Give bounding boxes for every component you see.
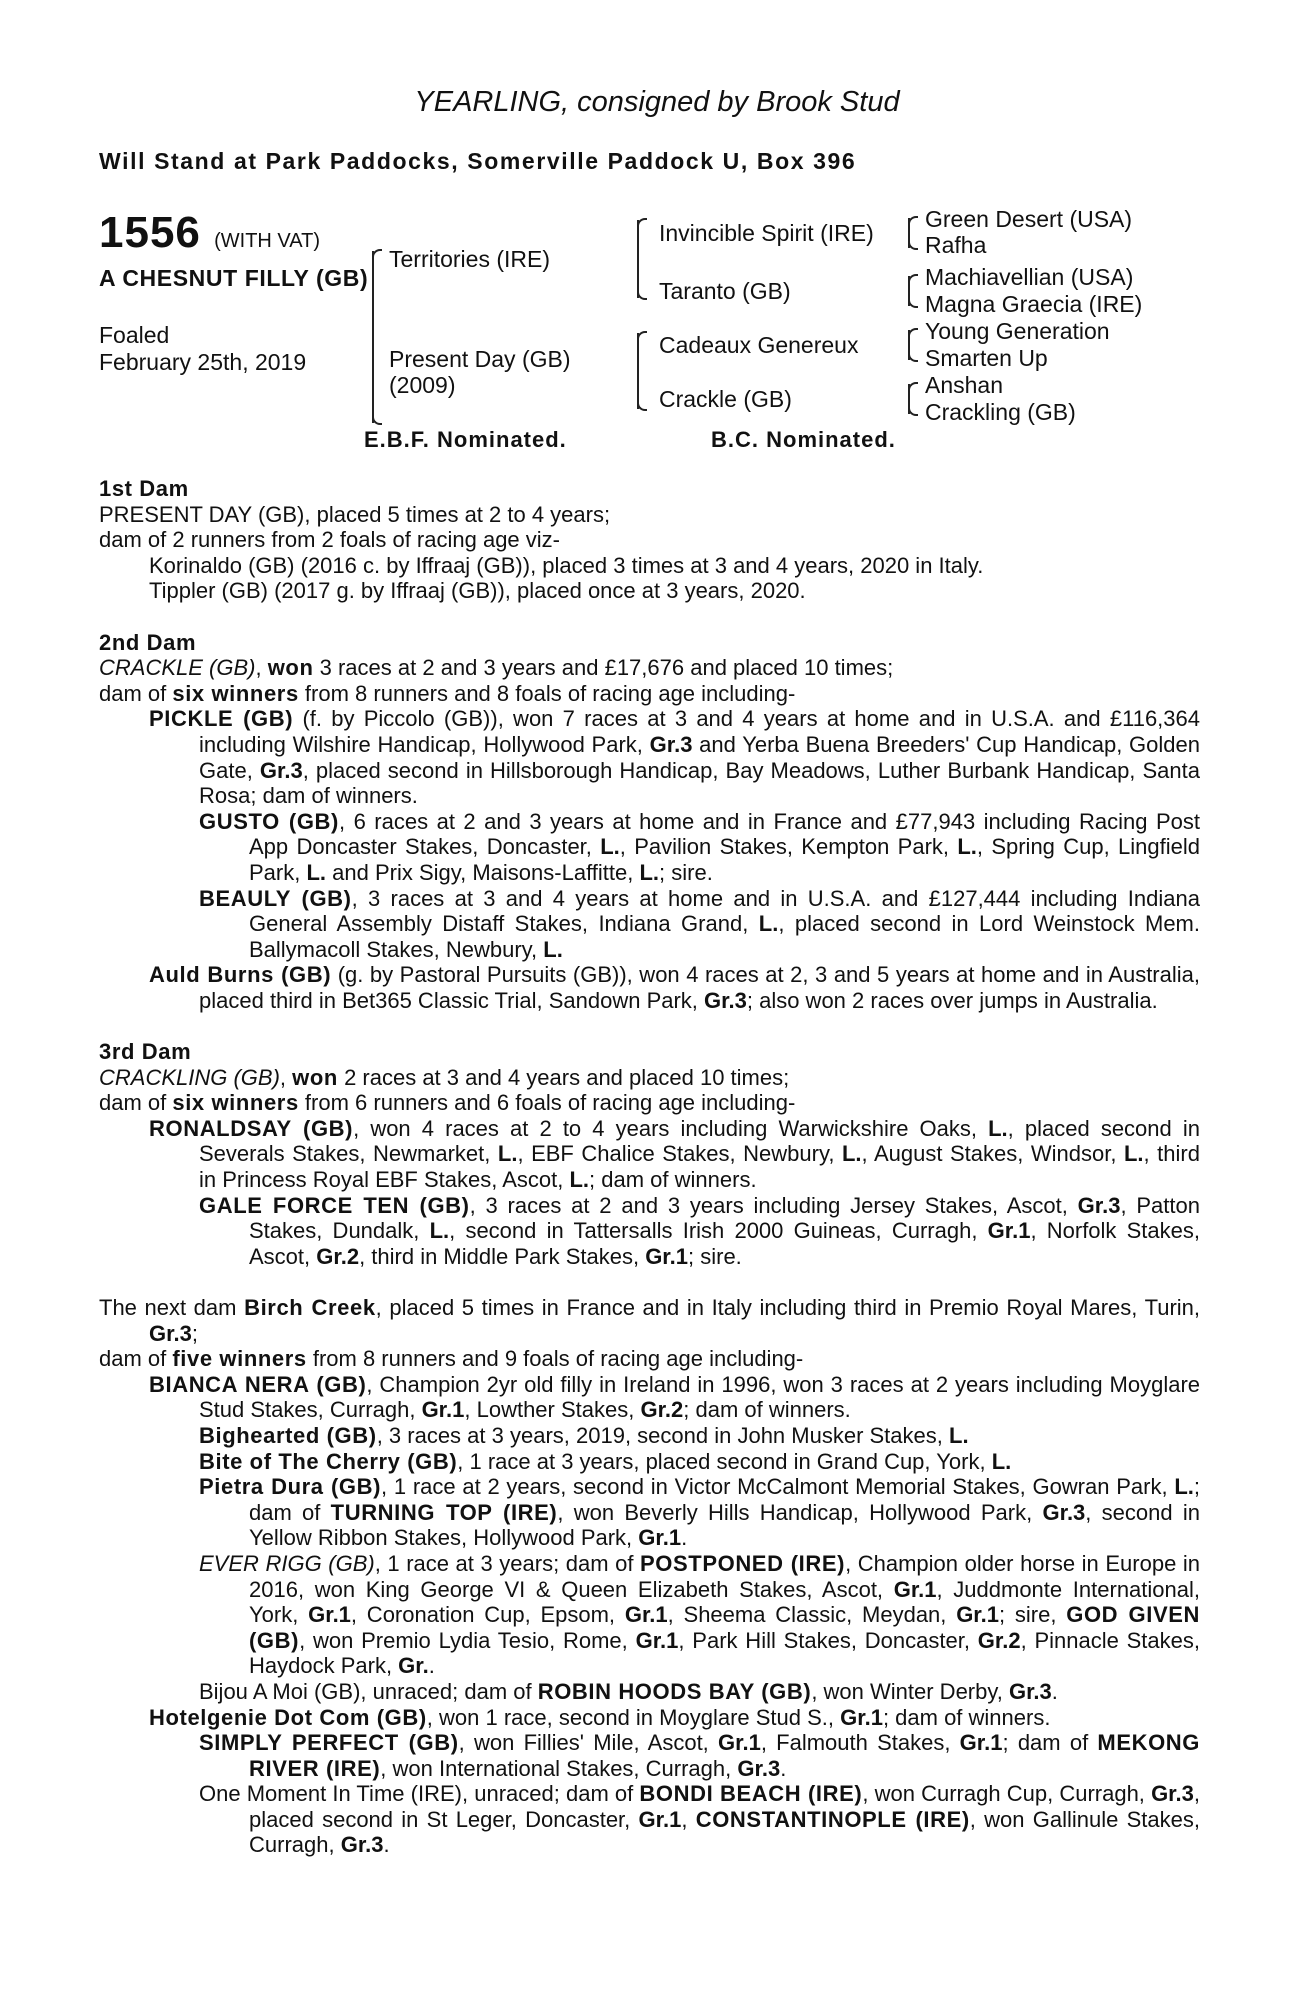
race-grade: L.: [497, 1141, 518, 1167]
pedigree-brace: [908, 384, 910, 414]
pedigree-entry: [99, 1679, 1200, 1705]
race-grade: Gr.1: [645, 1243, 688, 1269]
horse-name: six winners: [172, 1090, 299, 1116]
page-title: YEARLING, consigned by Brook Stud: [414, 86, 900, 118]
race-grade: Gr.3: [340, 1832, 384, 1858]
dam-name: CRACKLING (GB): [99, 1064, 280, 1090]
horse-name: PICKLE (GB): [149, 706, 294, 732]
entry-text: , placed 5 times in France and in Italy including third in Premio Royal Mares, Turin,: [375, 1295, 1201, 1320]
race-grade: Gr.1: [959, 1730, 1003, 1756]
horse-description: A CHESNUT FILLY (GB): [99, 265, 369, 291]
race-grade: L.: [639, 859, 660, 885]
entry-text: PRESENT DAY (GB), placed 5 times at 2 to 4 years;: [99, 501, 611, 527]
entry-text: Bijou A Moi (GB), unraced; dam of: [199, 1678, 538, 1704]
entry-text: from 8 runners and 9 foals of racing age including-: [306, 1346, 804, 1372]
dam-section: [99, 630, 1200, 1014]
entry-text: ; sire.: [659, 859, 713, 885]
section-gap: [99, 1269, 1200, 1295]
race-grade: Gr.1: [956, 1602, 999, 1628]
entry-text: , Park Hill Stakes, Doncaster,: [678, 1627, 978, 1653]
entry-text: .: [428, 1653, 435, 1679]
entry-text: ; dam of winners.: [683, 1397, 851, 1423]
horse-name: five winners: [172, 1346, 307, 1372]
entry-text: , won International Stakes, Curragh,: [380, 1755, 738, 1781]
entry-text: , 3 races at 3 years, 2019, second in John Musker Stakes,: [376, 1422, 949, 1448]
dam-section: [99, 1295, 1200, 1858]
entry-text: (f. by Piccolo (GB)), won 7 races at 3 and 4 years at home and in U.S.A. and £116,364 including Wilshire Handicap, Hollywood Park,: [199, 706, 1200, 757]
pedigree-entry: [99, 1449, 1200, 1475]
entry-text: , Champion older horse in Europe in 2016, won King George VI & Queen Elizabeth Stakes, Ascot,: [249, 1550, 1200, 1602]
pedigree-dam-sire: Cadeaux Genereux: [659, 332, 859, 358]
pedigree-entry: [99, 1090, 1200, 1116]
pedigree-ggd: Smarten Up: [925, 345, 1048, 371]
lot-number-value: 1556: [99, 208, 201, 257]
horse-name: six winners: [172, 680, 299, 706]
entry-text: Tippler (GB) (2017 g. by Iffraaj (GB)), placed once at 3 years, 2020.: [149, 578, 806, 604]
section-heading: 2nd Dam: [99, 629, 197, 655]
horse-name: CONSTANTINOPLE (IRE): [695, 1806, 970, 1832]
pedigree-entry: [99, 809, 1200, 886]
race-grade: Gr.3: [1151, 1781, 1194, 1807]
entry-text: , 1 race at 3 years, placed second in Grand Cup, York,: [457, 1448, 992, 1474]
entry-text: .: [383, 1832, 390, 1858]
entry-text: , won Gallinule Stakes, Curragh,: [249, 1806, 1201, 1858]
section-gap: [99, 604, 1200, 630]
horse-name: MEKONG RIVER (IRE): [249, 1730, 1201, 1781]
race-grade: Gr.3: [1077, 1192, 1121, 1218]
entry-text: Korinaldo (GB) (2016 c. by Iffraaj (GB)), placed 3 times at 3 and 4 years, 2020 in Italy.: [149, 552, 984, 578]
entry-text: ;: [191, 1320, 198, 1346]
pedigree-entry: [99, 502, 1200, 528]
race-grade: Gr.1: [638, 1525, 682, 1551]
lot-number: [99, 208, 320, 258]
race-grade: L.: [991, 1448, 1012, 1474]
entry-text: , placed second in Lord Weinstock Mem. Ballymacoll Stakes, Newbury,: [249, 911, 1200, 962]
entry-text: 2 races at 3 and 4 years and placed 10 times;: [337, 1064, 790, 1090]
pedigree-entry: [99, 1474, 1200, 1551]
pedigree-entry: [99, 962, 1200, 1013]
race-grade: Gr.1: [893, 1576, 937, 1602]
horse-name: RONALDSAY (GB): [149, 1115, 354, 1141]
pedigree-entry: [99, 1116, 1200, 1193]
pedigree-entry: [99, 1781, 1200, 1858]
race-grade: L.: [569, 1167, 590, 1193]
entry-text: , won Curragh Cup, Curragh,: [862, 1781, 1152, 1807]
pedigree-entry: [99, 1730, 1200, 1781]
pedigree-brace: [908, 218, 910, 248]
entry-text: The next dam: [99, 1295, 245, 1320]
entry-text: , won Fillies' Mile, Ascot,: [458, 1730, 719, 1756]
race-grade: Gr.1: [718, 1730, 761, 1756]
entry-text: , third in Middle Park Stakes,: [359, 1243, 646, 1269]
entry-text: , 3 races at 3 and 4 years at home and in U.S.A. and £127,444 including Indiana General Assembly Distaff Stakes, Indiana Grand,: [249, 885, 1200, 937]
pedigree-entry: [99, 1705, 1200, 1731]
section-heading: 1st Dam: [99, 476, 189, 501]
entry-text: ; dam of winners.: [882, 1704, 1051, 1730]
section-gap: [99, 1013, 1200, 1039]
pedigree-entry: [99, 886, 1200, 963]
race-grade: Gr.3: [1008, 1678, 1052, 1704]
pedigree-entry: [99, 681, 1200, 707]
race-grade: Gr.1: [987, 1218, 1031, 1244]
entry-text: , won 1 race, second in Moyglare Stud S.,: [426, 1704, 841, 1730]
entry-text: dam of 2 runners from 2 foals of racing age viz-: [99, 527, 560, 553]
race-grade: Gr.3: [149, 1320, 192, 1346]
race-grade: Gr.1: [624, 1602, 668, 1628]
entry-text: , Sheema Classic, Meydan,: [667, 1602, 957, 1628]
entry-text: dam of: [99, 1090, 173, 1116]
entry-text: dam of: [99, 680, 173, 706]
entry-text: ; sire.: [688, 1243, 742, 1269]
horse-name: SIMPLY PERFECT (GB): [199, 1730, 459, 1756]
pedigree-ggd: Magna Graecia (IRE): [925, 291, 1143, 317]
entry-text: , won Beverly Hills Handicap, Hollywood Park,: [557, 1499, 1043, 1525]
foaled-info: [99, 322, 306, 376]
race-grade: L.: [543, 936, 563, 962]
pedigree-ggs: Anshan: [925, 372, 1004, 398]
race-grade: L.: [949, 1422, 969, 1448]
race-grade: Gr.3: [1042, 1499, 1086, 1525]
entry-text: .: [1051, 1678, 1058, 1704]
race-grade: Gr.3: [259, 757, 303, 783]
race-grade: Gr.: [398, 1653, 429, 1679]
horse-name: won: [292, 1064, 338, 1090]
entry-text: , won Winter Derby,: [811, 1678, 1009, 1704]
race-grade: Gr.1: [421, 1397, 465, 1423]
race-grade: L.: [988, 1115, 1008, 1141]
pedigree-entry: [99, 1372, 1200, 1423]
race-grade: L.: [758, 911, 779, 937]
entry-text: .: [681, 1525, 688, 1551]
pedigree-brace: [637, 220, 639, 298]
pedigree-sire-dam: Taranto (GB): [659, 278, 791, 304]
horse-name: GALE FORCE TEN (GB): [199, 1192, 470, 1218]
pedigree-entry: [99, 706, 1200, 808]
horse-name: won: [267, 655, 314, 681]
entry-text: ,: [681, 1806, 696, 1832]
entry-text: , Patton Stakes, Dundalk,: [249, 1192, 1200, 1244]
entry-text: , placed second in St Leger, Doncaster,: [249, 1781, 1200, 1832]
entry-text: ,: [279, 1064, 293, 1090]
horse-name: Birch Creek: [244, 1295, 376, 1320]
entry-text: ; dam of: [1002, 1730, 1098, 1756]
entry-text: , third in Princess Royal EBF Stakes, Ascot,: [199, 1141, 1200, 1193]
pedigree-brace: [908, 276, 910, 306]
pedigree-ggs: Young Generation: [925, 318, 1110, 344]
entry-text: , Norfolk Stakes, Ascot,: [249, 1218, 1200, 1269]
race-grade: Gr.1: [635, 1627, 679, 1653]
pedigree-ggs: Green Desert (USA): [925, 206, 1133, 232]
entry-text: , 6 races at 2 and 3 years at home and in France and £77,943 including Racing Post App Doncaster Stakes, Doncaster,: [249, 808, 1200, 860]
entry-text: ; dam of: [249, 1474, 1200, 1525]
pedigree-dam-dam: Crackle (GB): [659, 386, 792, 412]
dam-name: EVER RIGG (GB): [199, 1550, 375, 1576]
entry-text: , Champion 2yr old filly in Ireland in 1996, won 3 races at 2 years including Moyglare Stud Stakes, Curragh,: [199, 1371, 1201, 1423]
dam-name: CRACKLE (GB): [99, 655, 256, 681]
horse-name: Bite of The Cherry (GB): [199, 1448, 458, 1474]
pedigree-entry: [99, 527, 1200, 553]
entry-text: ; dam of winners.: [589, 1167, 757, 1193]
race-grade: L.: [957, 834, 977, 860]
entry-text: ,: [255, 655, 268, 681]
section-heading: 3rd Dam: [99, 1039, 192, 1065]
race-grade: Gr.3: [704, 987, 747, 1013]
pedigree-entry: [99, 578, 1200, 604]
pedigree-dam-year: (2009): [389, 372, 456, 398]
horse-name: POSTPONED (IRE): [640, 1550, 846, 1576]
entry-text: , second in Tattersalls Irish 2000 Guineas, Curragh,: [449, 1218, 988, 1244]
ebf-nominated: E.B.F. Nominated.: [364, 427, 567, 452]
bc-nominated: B.C. Nominated.: [711, 427, 896, 452]
entry-text: , second in Yellow Ribbon Stakes, Hollywood Park,: [249, 1499, 1200, 1551]
entry-text: , Falmouth Stakes,: [760, 1730, 960, 1756]
pedigree-brace: [372, 251, 374, 423]
pedigree-entry: [99, 655, 1200, 681]
entry-text: .: [780, 1755, 787, 1781]
entry-text: and Yerba Buena Breeders' Cup Handicap, Golden Gate,: [199, 731, 1200, 783]
race-grade: Gr.2: [316, 1243, 360, 1269]
horse-name: Hotelgenie Dot Com (GB): [149, 1704, 427, 1730]
horse-name: ROBIN HOODS BAY (GB): [537, 1678, 812, 1704]
race-grade: Gr.1: [840, 1704, 883, 1730]
horse-name: BIANCA NERA (GB): [149, 1371, 367, 1397]
entry-text: , won 4 races at 2 to 4 years including Warwickshire Oaks,: [353, 1115, 989, 1141]
horse-name: GOD GIVEN (GB): [249, 1602, 1200, 1653]
pedigree-entry: [99, 553, 1200, 579]
horse-name: TURNING TOP (IRE): [330, 1499, 558, 1525]
entry-text: , Coronation Cup, Epsom,: [350, 1602, 625, 1628]
horse-name: Bighearted (GB): [199, 1422, 377, 1448]
pedigree-brace: [908, 330, 910, 360]
entry-text: , 3 races at 2 and 3 years including Jersey Stakes, Ascot,: [469, 1192, 1078, 1218]
race-grade: L.: [429, 1218, 450, 1244]
pedigree-entry: [99, 1423, 1200, 1449]
entry-text: and Prix Sigy, Maisons-Laffitte,: [326, 859, 640, 885]
pedigree-brace: [637, 333, 639, 409]
race-grade: Gr.2: [640, 1397, 684, 1423]
horse-name: BEAULY (GB): [199, 885, 352, 911]
horse-name: GUSTO (GB): [199, 808, 339, 834]
entry-text: from 8 runners and 8 foals of racing age including-: [298, 680, 796, 706]
pedigree-entry: [99, 1193, 1200, 1270]
race-grade: L.: [600, 834, 620, 860]
race-grade: Gr.3: [649, 731, 693, 757]
pedigree-ggs: Machiavellian (USA): [925, 264, 1134, 290]
entry-text: , Juddmonte International, York,: [249, 1576, 1200, 1628]
stand-location: Will Stand at Park Paddocks, Somerville Paddock U, Box 396: [99, 148, 857, 174]
entry-text: , placed second in Severals Stakes, Newmarket,: [199, 1115, 1200, 1167]
entry-text: , won Premio Lydia Tesio, Rome,: [299, 1627, 636, 1653]
race-grade: Gr.3: [737, 1755, 781, 1781]
vat-note: (WITH VAT): [214, 230, 321, 252]
entry-text: , Lowther Stakes,: [464, 1397, 641, 1423]
horse-name: BONDI BEACH (IRE): [639, 1781, 863, 1807]
entry-text: 3 races at 2 and 3 years and £17,676 and placed 10 times;: [313, 655, 894, 681]
entry-text: , 1 race at 3 years; dam of: [374, 1550, 641, 1576]
entry-text: , August Stakes, Windsor,: [861, 1141, 1124, 1167]
entry-text: One Moment In Time (IRE), unraced; dam of: [199, 1781, 640, 1807]
pedigree-entry: [99, 1065, 1200, 1091]
pedigree-sire-sire: Invincible Spirit (IRE): [659, 220, 874, 246]
foaled-date: February 25th, 2019: [99, 349, 307, 375]
foaled-label: Foaled: [99, 322, 170, 348]
pedigree-dam: Present Day (GB): [389, 346, 571, 372]
race-grade: L.: [306, 859, 327, 885]
entry-text: ; also won 2 races over jumps in Australia.: [746, 987, 1158, 1013]
pedigree-entry: [99, 1551, 1200, 1679]
entry-text: , Pinnacle Stakes, Haydock Park,: [249, 1627, 1201, 1679]
race-grade: L.: [841, 1141, 862, 1167]
race-grade: Gr.2: [977, 1627, 1021, 1653]
race-grade: Gr.1: [308, 1602, 351, 1628]
pedigree-ggd: Rafha: [925, 232, 987, 258]
entry-text: (g. by Pastoral Pursuits (GB)), won 4 races at 2, 3 and 5 years at home and in Australia, placed third in Bet365 Classic Trial, Sandown Park,: [199, 962, 1200, 1013]
dam-section: [99, 1039, 1200, 1269]
pedigree-entry: [99, 1295, 1200, 1346]
entry-text: , Spring Cup, Lingfield Park,: [249, 834, 1200, 885]
entry-text: , placed second in Hillsborough Handicap, Bay Meadows, Luther Burbank Handicap, Santa Rosa; dam of winners.: [199, 757, 1200, 809]
race-grade: L.: [1174, 1474, 1194, 1500]
horse-name: Auld Burns (GB): [149, 962, 332, 988]
entry-text: , 1 race at 2 years, second in Victor McCalmont Memorial Stakes, Gowran Park,: [381, 1474, 1175, 1500]
entry-text: , EBF Chalice Stakes, Newbury,: [517, 1141, 842, 1167]
entry-text: dam of: [99, 1346, 173, 1372]
pedigree-ggd: Crackling (GB): [925, 399, 1076, 425]
entry-text: ; sire,: [999, 1602, 1067, 1628]
pedigree-entry: [99, 1346, 1200, 1372]
catalogue-body: [99, 476, 1200, 1858]
entry-text: , Pavilion Stakes, Kempton Park,: [619, 834, 958, 860]
horse-name: Pietra Dura (GB): [199, 1474, 381, 1500]
race-grade: L.: [1123, 1141, 1144, 1167]
entry-text: from 6 runners and 6 foals of racing age including-: [298, 1090, 796, 1116]
dam-section: [99, 476, 1200, 604]
pedigree-sire: Territories (IRE): [389, 246, 551, 272]
race-grade: Gr.1: [638, 1806, 682, 1832]
